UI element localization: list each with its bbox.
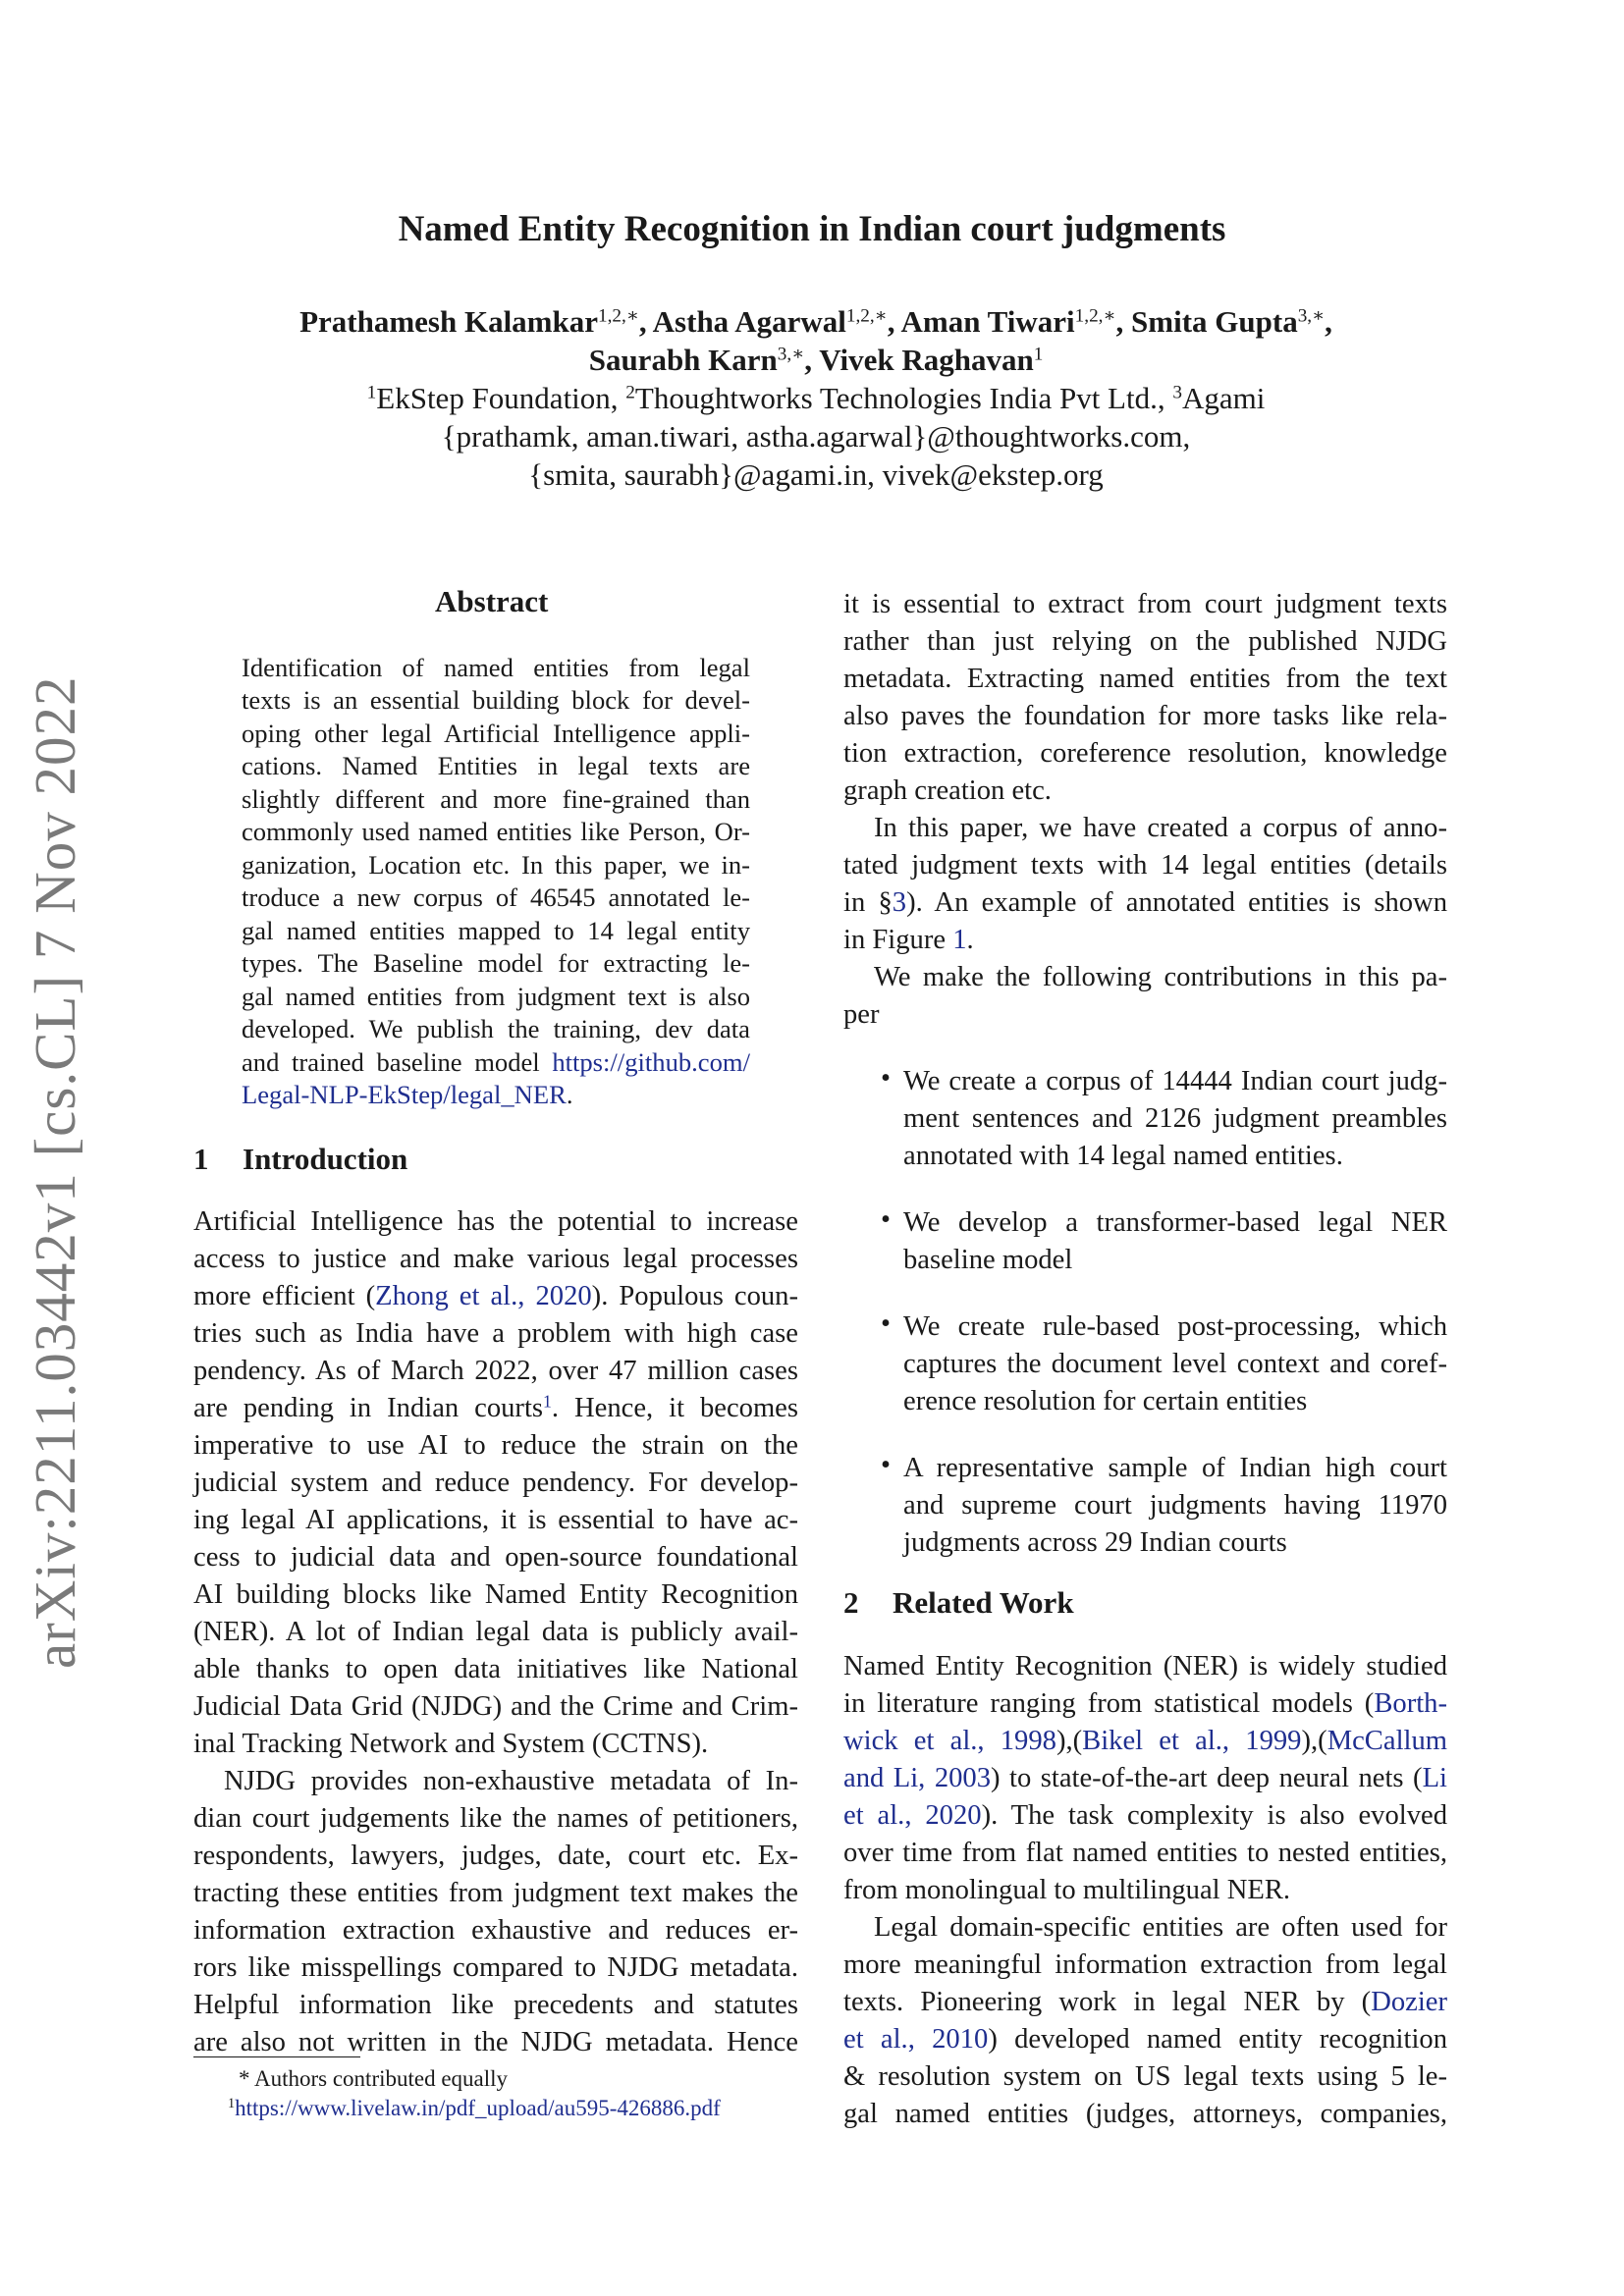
affil-sup: 3	[1172, 382, 1182, 403]
right-line	[843, 884, 1447, 922]
citation-link[interactable]: Borth-	[1374, 1688, 1447, 1719]
section-ref-link[interactable]: 3	[892, 887, 907, 918]
right-line	[843, 922, 1447, 959]
related-text: texts. Pioneering work in legal NER by (	[843, 1987, 1372, 2017]
author-line-2: Saurabh Karn$^{3,∗}$, Vivek Raghavan$^1$	[588, 343, 1044, 377]
intro-line: Artificial Intelligence has the potential to increase	[193, 1206, 798, 1237]
intro-line: imperative to use AI to reduce the strain on the	[193, 1430, 798, 1461]
author-name: Prathamesh Kalamkar	[299, 304, 599, 339]
intro-line: cess to judicial data and open-source foundational	[193, 1542, 798, 1573]
abstract-line: gal named entities mapped to 14 legal entity	[242, 916, 750, 945]
bullet-line: captures the document level context and coref-	[903, 1349, 1447, 1379]
author-sup: 1,2,∗	[845, 305, 888, 327]
section-heading-introduction	[193, 1142, 407, 1177]
intro-line	[193, 1278, 798, 1315]
right-line: In this paper, we have created a corpus of anno-	[874, 813, 1447, 843]
related-line: Legal domain-specific entities are often used for	[874, 1912, 1447, 1943]
affiliations	[0, 381, 1624, 416]
related-line: more meaningful information extraction from legal	[843, 1949, 1447, 1980]
author-sup: 1	[1033, 344, 1044, 365]
citation-link[interactable]: McCallum	[1326, 1726, 1447, 1756]
bullet-line: ment sentences and 2126 judgment preambles	[903, 1103, 1447, 1134]
citation-link[interactable]: and Li, 2003	[843, 1763, 992, 1793]
abstract-line: texts is an essential building block for devel-	[242, 685, 750, 715]
abstract-text: .	[566, 1080, 573, 1109]
intro-line: rors like misspellings compared to NJDG metadata.	[193, 1952, 798, 1983]
abstract-line	[242, 1046, 750, 1080]
intro-text: more efficient (	[193, 1281, 376, 1311]
section-title: Related Work	[893, 1585, 1074, 1620]
bullet-line: baseline model	[903, 1245, 1073, 1275]
affil-text: EkStep Foundation,	[376, 381, 626, 415]
affil-sup: 2	[625, 382, 635, 403]
bullet-line: We develop a transformer-based legal NER	[903, 1207, 1447, 1238]
bullet-icon: •	[881, 1308, 892, 1339]
abstract-line	[242, 1079, 750, 1112]
related-text: in literature ranging from statistical models (	[843, 1688, 1375, 1719]
abstract-line: ganization, Location etc. In this paper, we in-	[242, 850, 750, 880]
citation-link[interactable]: Bikel et al., 1999	[1082, 1726, 1302, 1756]
bullet-line: A representative sample of Indian high court	[903, 1453, 1447, 1483]
related-line	[843, 1685, 1447, 1723]
author-name: Astha Agarwal	[652, 304, 846, 339]
intro-line: NJDG provides non-exhaustive metadata of In-	[224, 1766, 798, 1796]
author-name: Aman Tiwari	[900, 304, 1075, 339]
intro-line: inal Tracking Network and System (CCTNS).	[193, 1729, 709, 1759]
bullet-line: annotated with 14 legal named entities.	[903, 1141, 1343, 1171]
right-text: ). An example of annotated entities is shown	[906, 887, 1448, 918]
bullet-line: judgments across 29 Indian courts	[903, 1527, 1287, 1558]
citation-link[interactable]: et al., 2020	[843, 1800, 982, 1831]
related-line: over time from flat named entities to nested entities,	[843, 1838, 1447, 1868]
intro-line: (NER). A lot of Indian legal data is publicly avail-	[193, 1617, 798, 1647]
right-line: it is essential to extract from court judgment texts	[843, 589, 1447, 619]
repo-link[interactable]: https://github.com/	[552, 1047, 750, 1077]
intro-line: AI building blocks like Named Entity Recognition	[193, 1579, 798, 1610]
intro-line: access to justice and make various legal processes	[193, 1244, 798, 1274]
abstract-line: types. The Baseline model for extracting le-	[242, 948, 750, 978]
intro-line	[193, 1390, 798, 1427]
email-line-2: {smita, saurabh}@agami.in, vivek@ekstep.org	[528, 457, 1104, 492]
footnote-number: 1	[228, 2096, 236, 2112]
bullet-icon: •	[881, 1204, 892, 1235]
related-line	[843, 1723, 1447, 1760]
citation-link[interactable]: et al., 2010	[843, 2024, 989, 2055]
abstract-line: slightly different and more fine-grained than	[242, 784, 750, 814]
citation-link[interactable]: Dozier	[1371, 1987, 1447, 2017]
related-line: from monolingual to multilingual NER.	[843, 1875, 1291, 1905]
author-sup: 3,∗	[1297, 305, 1326, 327]
affil-sup: 1	[366, 382, 377, 403]
intro-line: dian court judgements like the names of petitioners,	[193, 1803, 798, 1834]
bullet-icon: •	[881, 1063, 892, 1094]
intro-line: Helpful information like precedents and statutes	[193, 1990, 798, 2020]
right-text: .	[966, 925, 974, 955]
related-text: ) developed named entity recognition	[988, 2024, 1447, 2055]
right-text: in Figure	[843, 925, 953, 955]
related-line: Named Entity Recognition (NER) is widely studied	[843, 1651, 1447, 1682]
abstract-line: troduce a new corpus of 46545 annotated le-	[242, 882, 750, 912]
intro-text: are pending in Indian courts	[193, 1393, 544, 1423]
related-line	[843, 1797, 1447, 1835]
author-sup: 1,2,∗	[1074, 305, 1116, 327]
related-line	[843, 1984, 1447, 2021]
right-line: We make the following contributions in this pa-	[874, 962, 1447, 992]
abstract-heading: Abstract	[435, 584, 549, 618]
abstract-line: cations. Named Entities in legal texts are	[242, 751, 750, 780]
bullet-line: and supreme court judgments having 11970	[903, 1490, 1447, 1521]
email-line-1: {prathamk, aman.tiwari, astha.agarwal}@thoughtworks.com,	[441, 419, 1191, 454]
footnote-url-link[interactable]: https://www.livelaw.in/pdf_upload/au595-426886.pdf	[235, 2096, 721, 2120]
related-line: & resolution system on US legal texts using 5 le-	[843, 2061, 1447, 2092]
right-line: tated judgment texts with 14 legal entities (details	[843, 850, 1447, 881]
right-line: metadata. Extracting named entities from the text	[843, 664, 1447, 694]
author-name: Smita Gupta	[1131, 304, 1298, 339]
footnote-ref[interactable]: 1	[543, 1391, 552, 1412]
footnote-rule	[193, 2056, 360, 2057]
citation-link[interactable]: Zhong et al., 2020	[375, 1281, 592, 1311]
bullet-line: We create rule-based post-processing, which	[903, 1311, 1447, 1342]
intro-line: tracting these entities from judgment text makes the	[193, 1878, 798, 1908]
intro-line: respondents, lawyers, judges, date, court etc. Ex-	[193, 1841, 798, 1871]
right-line: also paves the foundation for more tasks like rela-	[843, 701, 1447, 731]
related-text: ),(	[1056, 1726, 1083, 1756]
author-name: Saurabh Karn	[588, 343, 778, 377]
section-number: 1	[193, 1142, 209, 1176]
intro-text: . Hence, it becomes	[551, 1393, 799, 1423]
right-line: per	[843, 999, 880, 1030]
affil-text: Agami	[1181, 381, 1266, 415]
repo-link[interactable]: Legal-NLP-EkStep/legal_NER	[242, 1080, 567, 1109]
bullet-icon: •	[881, 1450, 892, 1480]
intro-line: ing legal AI applications, it is essential to have ac-	[193, 1505, 798, 1535]
section-title: Introduction	[243, 1142, 408, 1176]
related-text: ). The task complexity is also evolved	[981, 1800, 1447, 1831]
right-line: tion extraction, coreference resolution, knowledge	[843, 738, 1447, 769]
section-heading-related-work	[843, 1585, 1074, 1621]
intro-line: able thanks to open data initiatives like National	[193, 1654, 798, 1684]
related-line	[843, 1760, 1447, 1797]
intro-line: information extraction exhaustive and reduces er-	[193, 1915, 798, 1946]
intro-line: pendency. As of March 2022, over 47 million cases	[193, 1356, 798, 1386]
footnote-1	[228, 2096, 721, 2121]
affil-text: Thoughtworks Technologies India Pvt Ltd.,	[634, 381, 1173, 415]
author-line-1: Prathamesh Kalamkar$^{1,2,∗}$, Astha Agarwal$^{1,2,∗}$, Aman Tiwari$^{1,2,∗}$, Smita Gupta$^{3,∗}$,	[299, 304, 1332, 339]
related-text: ),(	[1301, 1726, 1327, 1756]
abstract-line: commonly used named entities like Person, Or-	[242, 817, 750, 846]
footnote-authors: * Authors contributed equally	[239, 2066, 509, 2091]
abstract-line: gal named entities from judgment text is also	[242, 982, 750, 1011]
author-sup: 1,2,∗	[598, 305, 639, 327]
intro-line: judicial system and reduce pendency. For develop-	[193, 1468, 798, 1498]
citation-link[interactable]: Li	[1422, 1763, 1447, 1793]
abstract-line: Identification of named entities from legal	[242, 653, 750, 682]
figure-ref-link[interactable]: 1	[952, 925, 967, 955]
right-line: rather than just relying on the published NJDG	[843, 626, 1447, 657]
author-sup: 3,∗	[777, 344, 805, 365]
intro-text: ). Populous coun-	[591, 1281, 799, 1311]
related-line	[843, 2021, 1447, 2058]
section-number: 2	[843, 1585, 859, 1620]
bullet-line: We create a corpus of 14444 Indian court judg-	[903, 1066, 1447, 1096]
related-line: gal named entities (judges, attorneys, companies,	[843, 2099, 1447, 2129]
paper-title: Named Entity Recognition in Indian court judgments	[398, 209, 1226, 249]
bullet-line: erence resolution for certain entities	[903, 1386, 1308, 1416]
abstract-line: oping other legal Artificial Intelligence appli-	[242, 719, 750, 748]
intro-line: tries such as India have a problem with high case	[193, 1318, 798, 1349]
author-name: Vivek Raghavan	[819, 343, 1034, 377]
intro-line: Judicial Data Grid (NJDG) and the Crime and Crim-	[193, 1691, 798, 1722]
intro-line: are also not written in the NJDG metadata. Hence	[193, 2027, 798, 2057]
related-text: ) to state-of-the-art deep neural nets (	[991, 1763, 1423, 1793]
arxiv-stamp: arXiv:2211.03442v1 [cs.CL] 7 Nov 2022	[23, 675, 87, 1669]
right-text: in §	[843, 887, 893, 918]
abstract-line: developed. We publish the training, dev data	[242, 1014, 750, 1043]
citation-link[interactable]: wick et al., 1998	[843, 1726, 1056, 1756]
right-line: graph creation etc.	[843, 775, 1052, 806]
abstract-text: and trained baseline model	[242, 1047, 553, 1077]
